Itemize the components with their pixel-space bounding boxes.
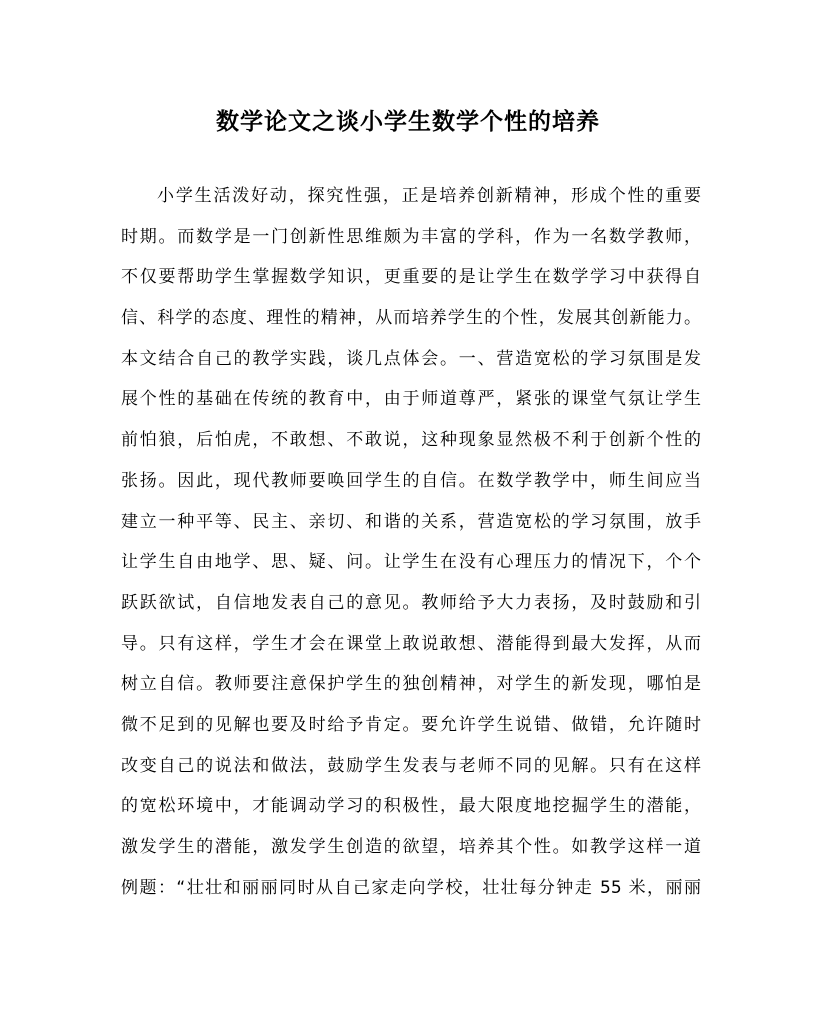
body-line: 信、科学的态度、理性的精神，从而培养学生的个性，发展其创新能力。 xyxy=(121,308,701,329)
body-line: 例题：“壮壮和丽丽同时从自己家走向学校，壮壮每分钟走 55 米，丽丽 xyxy=(121,877,701,898)
body-line: 前怕狼，后怕虎，不敢想、不敢说，这种现象显然极不利于创新个性的 xyxy=(121,430,701,451)
body-line: 激发学生的潜能，激发学生创造的欲望，培养其个性。如教学这样一道 xyxy=(121,837,701,857)
body-line: 跃跃欲试，自信地发表自己的意见。教师给予大力表扬，及时鼓励和引 xyxy=(121,592,701,613)
body-line: 时期。而数学是一门创新性思维颇为丰富的学科，作为一名数学教师， xyxy=(121,226,701,247)
body-line: 的宽松环境中，才能调动学习的积极性，最大限度地挖掘学生的潜能， xyxy=(121,796,701,817)
body-line: 小学生活泼好动，探究性强，正是培养创新精神，形成个性的重要 xyxy=(157,186,701,206)
body-line: 张扬。因此，现代教师要唤回学生的自信。在数学教学中，师生间应当 xyxy=(121,470,701,491)
body-line: 让学生自由地学、思、疑、问。让学生在没有心理压力的情况下，个个 xyxy=(121,552,701,573)
document-body xyxy=(121,176,701,908)
body-line: 不仅要帮助学生掌握数学知识，更重要的是让学生在数学学习中获得自 xyxy=(121,267,701,288)
body-line: 展个性的基础在传统的教育中，由于师道尊严，紧张的课堂气氛让学生 xyxy=(121,389,701,410)
body-line: 改变自己的说法和做法，鼓励学生发表与老师不同的见解。只有在这样 xyxy=(121,755,701,776)
body-line: 导。只有这样，学生才会在课堂上敢说敢想、潜能得到最大发挥，从而 xyxy=(121,633,701,654)
body-line: 本文结合自己的教学实践，谈几点体会。一、营造宽松的学习氛围是发 xyxy=(121,348,701,369)
body-line: 微不足到的见解也要及时给予肯定。要允许学生说错、做错，允许随时 xyxy=(121,714,701,735)
body-line: 树立自信。教师要注意保护学生的独创精神，对学生的新发现，哪怕是 xyxy=(121,674,701,695)
document-title: 数学论文之谈小学生数学个性的培养 xyxy=(216,108,600,135)
body-line: 建立一种平等、民主、亲切、和谐的关系，营造宽松的学习氛围，放手 xyxy=(121,511,701,532)
